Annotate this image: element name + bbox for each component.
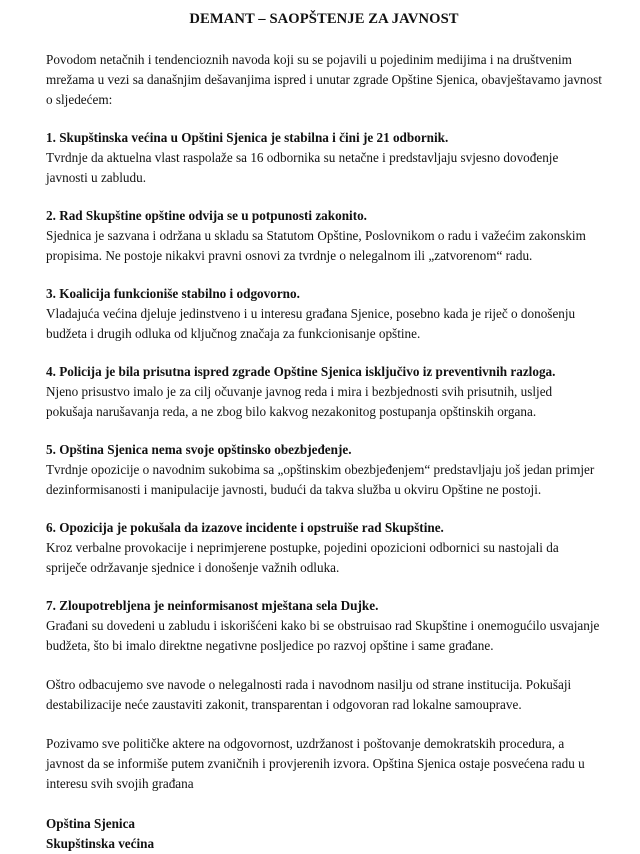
item-heading: 1. Skupštinska većina u Opštini Sjenica je stabilna i čini je 21 odbornik. [46, 130, 449, 145]
list-item [46, 596, 602, 656]
item-body: Vladajuća većina djeluje jedinstveno i u interesu građana Sjenice, posebno kada je riječ o donošenju budžeta i drugih odluka od ključnog značaja za funkcionisanje opštine. [46, 306, 576, 341]
item-body: Tvrdnje da aktuelna vlast raspolaže sa 16 odbornika su netačne i predstavljaju svjesno dovođenje javnosti u zabludu. [46, 150, 559, 185]
list-item [46, 284, 602, 344]
intro-paragraph: Povodom netačnih i tendencioznih navoda koji su se pojavili u pojedinim medijima i na društvenim mrežama u vezi sa današnjim dešavanjima ispred i unutar zgrade Opštine Sjenica, obavještavamo javnost o sljedećem: [46, 52, 602, 107]
signature-line: Skupštinska većina [46, 836, 155, 851]
item-heading: 6. Opozicija je pokušala da izazove incidente i opstruiše rad Skupštine. [46, 520, 444, 535]
item-body: Sjednica je sazvana i održana u skladu sa Statutom Opštine, Poslovnikom o radu i važećim zakonskim propisima. Ne postoje nikakvi pravni osnovi za tvrdnje o nelegalnom ili „zatvorenom“ radu. [46, 228, 586, 263]
item-body: Građani su dovedeni u zabludu i iskorišćeni kako bi se obstruisao rad Skupštine i onemogućilo usvajanje budžeta, što bi imalo direktne negativne posljedice po razvoj opštine i same građane. [46, 618, 600, 653]
item-heading: 2. Rad Skupštine opštine odvija se u potpunosti zakonito. [46, 208, 367, 223]
signature-block [46, 814, 602, 854]
item-heading: 7. Zloupotrebljena je neinformisanost mještana sela Dujke. [46, 598, 379, 613]
item-body: Tvrdnje opozicije o navodnim sukobima sa „opštinskim obezbjeđenjem“ predstavljaju još jedan primjer dezinformisanosti i manipulacije javnosti, budući da takva služba u okviru Opštine ne postoji. [46, 462, 595, 497]
item-body: Njeno prisustvo imalo je za cilj očuvanje javnog reda i mira i bezbjednosti svih prisutnih, usljed pokušaja narušavanja reda, a ne zbog bilo kakvog nezakonitog postupanja opštinskih organa. [46, 384, 553, 419]
list-item [46, 128, 602, 188]
item-heading: 4. Policija je bila prisutna ispred zgrade Opštine Sjenica isključivo iz preventivnih razloga. [46, 364, 556, 379]
list-item [46, 362, 602, 422]
item-heading: 3. Koalicija funkcioniše stabilno i odgovorno. [46, 286, 300, 301]
signature-line: Opština Sjenica [46, 816, 136, 831]
list-item [46, 206, 602, 266]
item-heading: 5. Opština Sjenica nema svoje opštinsko obezbjeđenje. [46, 442, 352, 457]
closing-paragraph: Pozivamo sve političke aktere na odgovornost, uzdržanost i poštovanje demokratskih procedura, a javnost da se informiše putem zvaničnih i provjerenih izvora. Opština Sjenica ostaje posvećena radu u interesu svih svojih građana [46, 736, 585, 791]
closing-paragraph: Oštro odbacujemo sve navode o nelegalnosti rada i navodnom nasilju od strane institucija. Pokušaji destabilizacije neće zaustaviti zakonit, transparentan i odgovoran rad lokalne samouprave. [46, 677, 572, 712]
list-item [46, 440, 602, 500]
list-item [46, 518, 602, 578]
page-title: DEMANT – SAOPŠTENJE ZA JAVNOST [189, 11, 459, 27]
item-body: Kroz verbalne provokacije i neprimjerene postupke, pojedini opozicioni odbornici su nastojali da spriječe održavanje sjednice i donošenje važnih odluka. [46, 540, 559, 575]
